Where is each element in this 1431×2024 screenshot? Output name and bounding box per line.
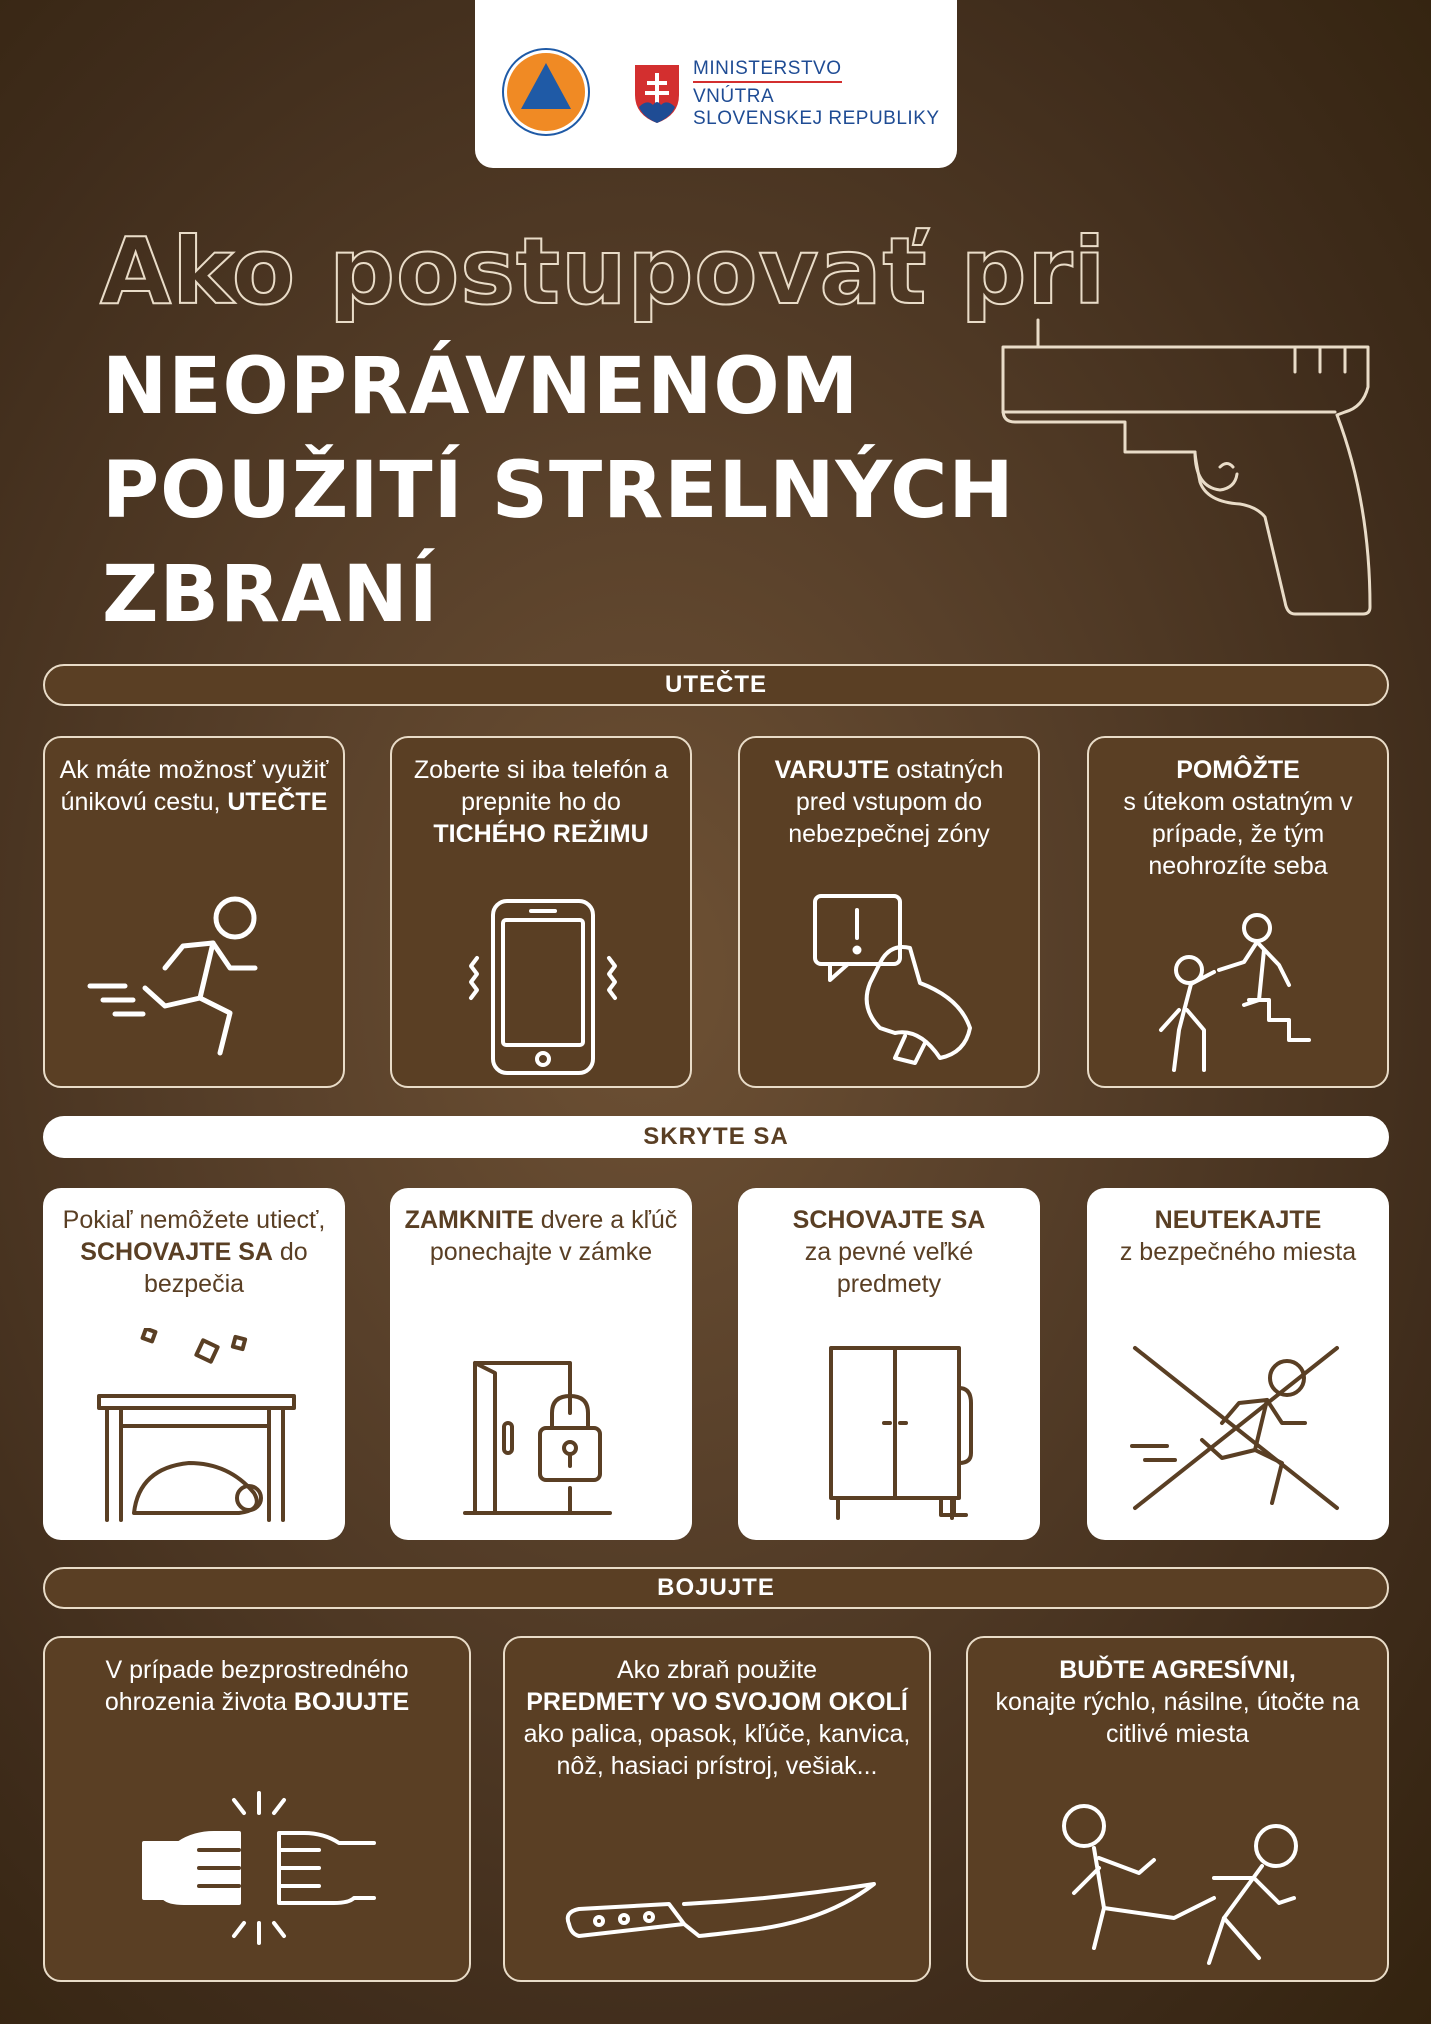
helping-person-icon [1149,910,1329,1080]
card-text: VARUJTE ostatných pred vstupom do nebezpečnej zóny [774,756,1004,848]
fight-card-objects [503,1636,931,1982]
ministry-line1: MINISTERSTVO [693,58,842,83]
civil-protection-logo-icon [501,47,591,137]
hide-card-behind-objects [738,1188,1040,1540]
run-card-escape [43,736,345,1088]
title-outline: Ako postupovať pri [100,218,1107,325]
ministry-name [693,58,940,130]
person-under-table-icon [89,1328,309,1528]
logo-panel [475,0,957,168]
ministry-line2: VNÚTRA [693,86,775,107]
card-text: V prípade bezprostredného ohrozenia života BOJUJTE [104,1656,410,1716]
fight-card-aggressive [966,1636,1389,1982]
card-text: Ako zbraň použite PREDMETY VO SVOJOM OKOLÍ ako palica, opasok, kľúče, kanvica, nôž, hasiaci prístroj, vešiak... [523,1656,911,1780]
card-text: POMÔŽTE s útekom ostatným v prípade, že tým neohrozíte seba [1123,756,1353,880]
fists-bump-icon [139,1788,379,1948]
ministry-line3: SLOVENSKEJ REPUBLIKY [693,108,940,129]
door-padlock-icon [460,1358,620,1518]
run-card-warn [738,736,1040,1088]
no-running-icon [1127,1338,1347,1518]
hide-card-take-cover [43,1188,345,1540]
kick-fight-icon [1044,1798,1314,1978]
title-line2: POUŽITÍ STRELNÝCH [102,446,1015,536]
page-title [102,335,1015,647]
run-card-silent-phone [390,736,692,1088]
title-line1: NEOPRÁVNENOM [102,342,860,432]
card-text: Zoberte si iba telefón a prepnite ho do TICHÉHO REŽIMU [413,756,669,848]
run-card-help [1087,736,1389,1088]
section-hide-header: SKRYTE SA [43,1116,1389,1158]
card-text: BUĎTE AGRESÍVNI, konajte rýchlo, násilne, útočte na citlivé miesta [995,1656,1360,1748]
hide-card-dont-run [1087,1188,1389,1540]
pistol-icon [995,312,1380,627]
section-fight-header: BOJUJTE [43,1567,1389,1609]
title-line3: ZBRANÍ [102,550,439,640]
hide-card-lock-door [390,1188,692,1540]
knife-icon [559,1874,879,1954]
card-text: SCHOVAJTE SA za pevné veľké predmety [792,1206,986,1298]
card-text: NEUTEKAJTE z bezpečného miesta [1119,1206,1357,1266]
slovak-crest-icon [633,63,681,125]
card-text: Pokiaľ nemôžete utiecť, SCHOVAJTE SA do bezpečia [62,1206,326,1298]
card-text: ZAMKNITE dvere a kľúč ponechajte v zámke [404,1206,678,1266]
phone-vibrate-icon [463,898,623,1078]
fight-card-fight [43,1636,471,1982]
section-run-header: UTEČTE [43,664,1389,706]
card-text: Ak máte možnosť využiť únikovú cestu, UTEČTE [59,756,329,816]
megaphone-alert-icon [800,888,980,1068]
wardrobe-hiding-icon [816,1343,976,1523]
running-person-icon [85,888,305,1058]
